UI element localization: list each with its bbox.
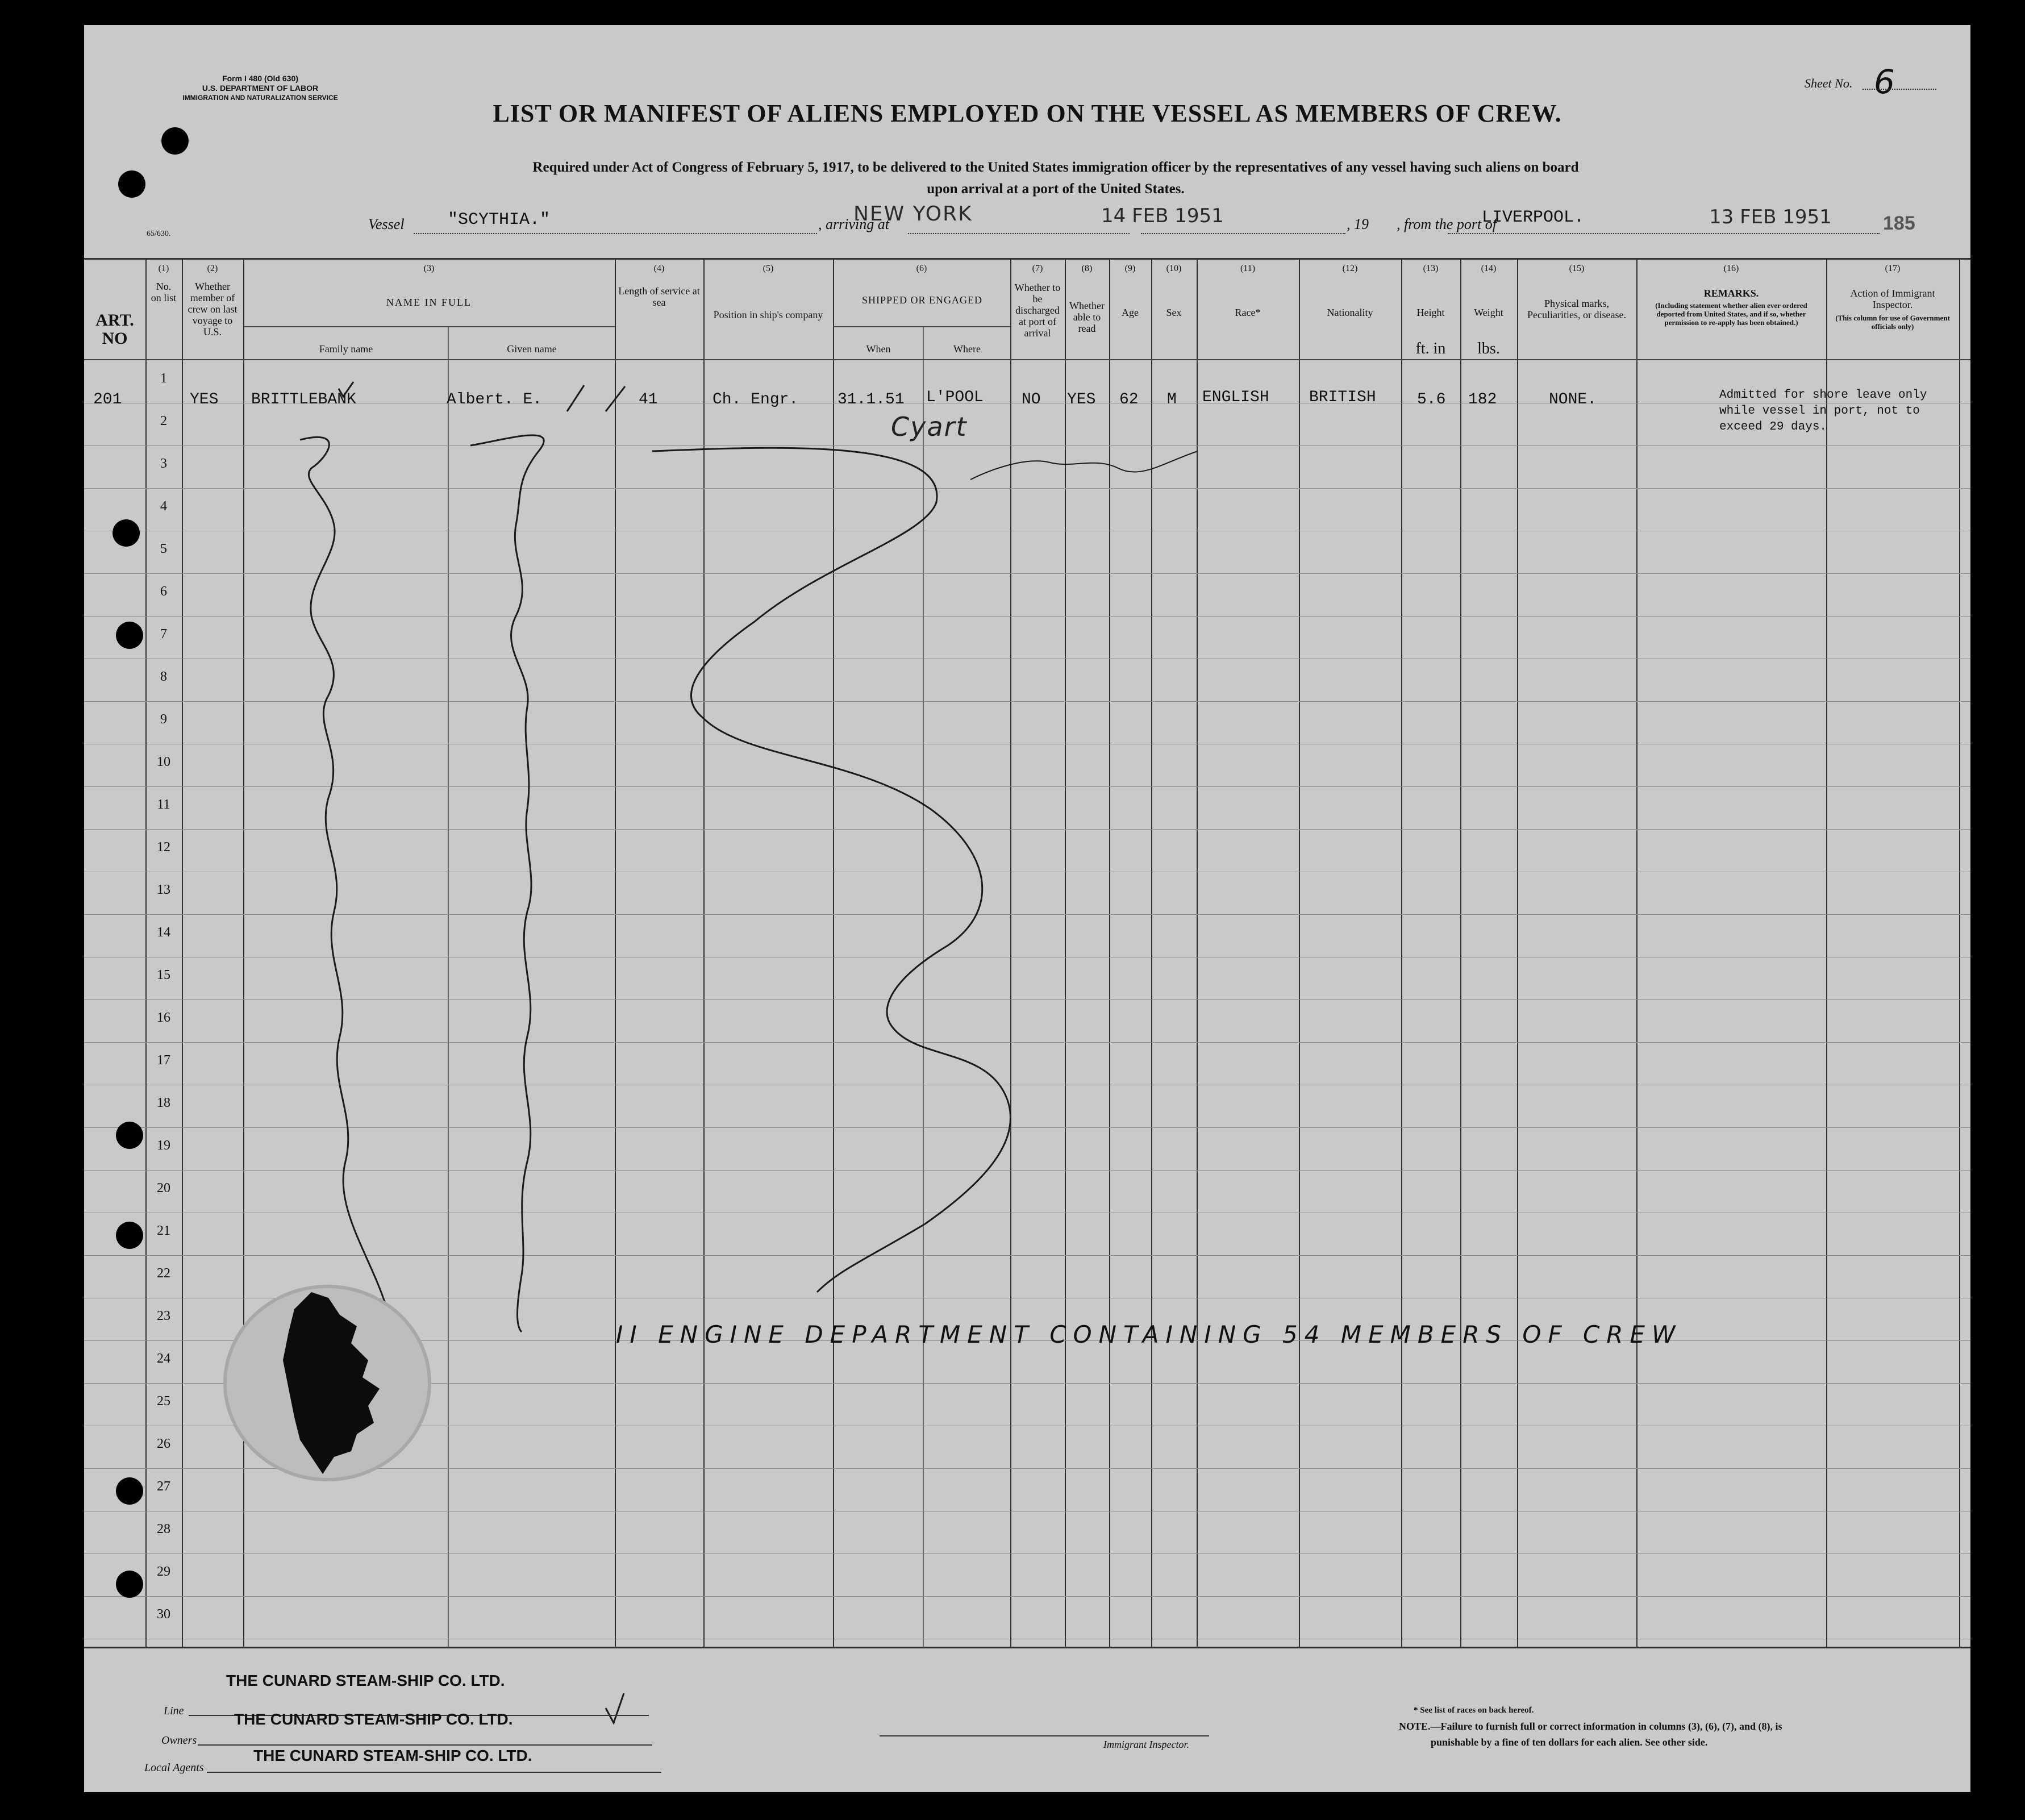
header-name-in-full: NAME IN FULL: [386, 297, 472, 308]
ditto-position: [652, 448, 1011, 1292]
check-mark-family: [339, 382, 353, 397]
header-art-no: ART. NO: [95, 311, 134, 348]
col-num: (6): [916, 264, 927, 273]
row-number: 18: [157, 1096, 170, 1110]
age-value: 62: [1119, 391, 1139, 409]
departure-date-stamp: 13 FEB 1951: [1709, 206, 1832, 228]
row-number: 27: [157, 1479, 170, 1494]
check-mark-service: [606, 386, 625, 411]
header-height-unit: ft. in: [1415, 340, 1446, 357]
row-number: 7: [160, 627, 167, 642]
col-num: (15): [1569, 264, 1585, 273]
punch-hole: [116, 1477, 143, 1505]
punch-hole: [116, 1222, 143, 1249]
header-weight-unit: lbs.: [1477, 340, 1500, 357]
header-nationality: Nationality: [1327, 307, 1373, 318]
punch-hole: [161, 127, 189, 155]
company-name-top: THE CUNARD STEAM-SHIP CO. LTD.: [226, 1672, 505, 1689]
col-num: (5): [763, 264, 774, 273]
header-given-name: Given name: [507, 343, 557, 355]
from-port-label: , from the port of: [1397, 216, 1497, 232]
remarks-line-1: Admitted for shore leave only: [1719, 389, 1927, 402]
row-number: 3: [160, 456, 167, 471]
col-num: (3): [423, 264, 435, 273]
row-number: 20: [157, 1181, 170, 1196]
row-number: 9: [160, 712, 167, 727]
line-label: Line: [164, 1705, 184, 1717]
row-number: 13: [157, 882, 170, 897]
arriving-label: , arriving at: [818, 216, 889, 232]
row-number: 29: [157, 1564, 170, 1579]
col-num: (14): [1481, 264, 1497, 273]
row-number: 4: [160, 499, 167, 514]
row-number: 10: [157, 755, 170, 769]
header-length-of-service: Length of service at sea: [618, 285, 700, 308]
header-inspector-action: Action of Immigrant Inspector.: [1850, 288, 1935, 310]
inspector-signature-line: [880, 1735, 1209, 1736]
col-num: (8): [1081, 264, 1093, 273]
penalty-note-1: NOTE.—Failure to furnish full or correct information in columns (3), (6), (7), and (8), is: [1399, 1721, 1782, 1732]
row-number: 8: [160, 669, 167, 684]
row-number: 16: [157, 1010, 170, 1025]
nationality-value: BRITISH: [1309, 389, 1376, 406]
departure-port: LIVERPOOL.: [1482, 208, 1585, 227]
row-number: 11: [157, 797, 170, 812]
punch-hole: [116, 1122, 143, 1149]
header-discharged: Whether to be discharged at port of arrival: [1014, 282, 1061, 339]
row-number: 25: [157, 1394, 170, 1409]
col-num: (13): [1423, 264, 1439, 273]
art-number: 201: [93, 391, 122, 409]
local-agents-underline: [207, 1772, 661, 1773]
form-code: 65/630.: [147, 230, 171, 238]
position-value: Ch. Engr.: [713, 391, 799, 409]
row-number: 6: [160, 584, 167, 599]
inspector-label: Immigrant Inspector.: [1103, 1739, 1189, 1750]
col-num: (1): [158, 264, 169, 273]
vessel-label: Vessel: [368, 216, 405, 232]
form-number: Form I 480 (Old 630): [222, 74, 298, 83]
discharged-value: NO: [1022, 391, 1041, 409]
family-name-value: BRITTLEBANK: [251, 391, 356, 409]
inspector-signature-stroke: [970, 451, 1198, 480]
sex-value: M: [1167, 391, 1177, 409]
header-shipped-or-engaged: SHIPPED OR ENGAGED: [861, 294, 982, 306]
remarks-line-2: while vessel in port, not to: [1719, 405, 1920, 418]
row-number: 24: [157, 1351, 170, 1366]
header-able-to-read: Whether able to read: [1069, 300, 1105, 334]
remarks-line-3: exceed 29 days.: [1719, 420, 1827, 434]
col-num: (17): [1885, 264, 1901, 273]
punch-hole: [113, 519, 140, 547]
row-number: 5: [160, 542, 167, 556]
subtitle-line-2: upon arrival at a port of the United States.: [927, 181, 1185, 197]
header-no-on-list: No. on list: [151, 281, 177, 303]
row-number: 30: [157, 1607, 170, 1622]
row-number: 26: [157, 1436, 170, 1451]
header-age: Age: [1122, 307, 1139, 318]
header-remarks: REMARKS.: [1703, 288, 1759, 299]
header-height: Height: [1416, 307, 1445, 318]
line-company: THE CUNARD STEAM-SHIP CO. LTD.: [234, 1710, 513, 1728]
col-num: (16): [1723, 264, 1739, 273]
form-title: LIST OR MANIFEST OF ALIENS EMPLOYED ON THE VESSEL AS MEMBERS OF CREW.: [493, 99, 1562, 127]
page-stamp: 185: [1883, 213, 1915, 234]
row-number: 22: [157, 1266, 170, 1281]
header-physical-marks: Physical marks, Peculiarities, or disease.: [1527, 298, 1626, 320]
col-num: (7): [1032, 264, 1043, 273]
footer-check-mark: [606, 1693, 624, 1723]
row-number: 23: [157, 1309, 170, 1323]
header-sex: Sex: [1166, 307, 1182, 318]
service-value: 41: [639, 391, 658, 409]
row-number: 12: [157, 840, 170, 855]
row-number: 1: [160, 371, 167, 386]
check-mark-given: [567, 385, 584, 411]
header-where: Where: [953, 343, 981, 355]
col-num: (10): [1166, 264, 1182, 273]
ditto-family-name: [300, 437, 410, 1343]
department-name: U.S. DEPARTMENT OF LABOR: [202, 84, 319, 93]
row-number: 2: [160, 414, 167, 428]
subtitle-line-1: Required under Act of Congress of February 5, 1917, to be delivered to the United States immigration officer by the representatives of any vessel having such aliens on board: [532, 160, 1579, 175]
seal-stamp: [225, 1286, 430, 1480]
handwritten-marks: [84, 25, 1970, 1792]
header-last-voyage: Whether member of crew on last voyage to U.S.: [188, 281, 238, 338]
col-num: (2): [207, 264, 218, 273]
col-num: (12): [1342, 264, 1358, 273]
inspector-signature: Cyart: [891, 411, 968, 442]
shipped-where-value: L'POOL: [926, 389, 984, 406]
service-name: IMMIGRATION AND NATURALIZATION SERVICE: [182, 94, 338, 102]
physical-marks-value: NONE.: [1549, 391, 1597, 409]
shipped-when-value: 31.1.51: [838, 391, 905, 409]
row-number: 19: [157, 1138, 170, 1153]
header-inspector-note: (This column for use of Government officials only): [1835, 314, 1950, 331]
col-num: (9): [1124, 264, 1136, 273]
header-position: Position in ship's company: [713, 309, 823, 320]
row-number: 21: [157, 1223, 170, 1238]
punch-hole: [116, 1571, 143, 1598]
header-when: When: [866, 343, 891, 355]
sheet-number: 6: [1874, 63, 1895, 101]
header-race: Race*: [1235, 307, 1261, 318]
year-label: , 19: [1347, 216, 1369, 232]
ditto-given-name: [470, 435, 544, 1332]
able-to-read-value: YES: [1067, 391, 1096, 409]
height-value: 5.6: [1417, 391, 1446, 409]
manifest-sheet: [84, 25, 1970, 1792]
col-num: (11): [1240, 264, 1256, 273]
owners-underline: [198, 1744, 652, 1746]
last-voyage-value: YES: [190, 391, 219, 409]
department-summary: II ENGINE DEPARTMENT CONTAINING 54 MEMBERS OF CREW: [616, 1321, 1682, 1348]
penalty-note-2: punishable by a fine of ten dollars for each alien. See other side.: [1431, 1736, 1708, 1748]
header-weight: Weight: [1474, 307, 1503, 318]
race-value: ENGLISH: [1202, 389, 1269, 406]
punch-hole: [116, 622, 143, 649]
row-number: 28: [157, 1522, 170, 1536]
header-remarks-note: (Including statement whether alien ever ordered deported from United States, and if so, whether permission to re-apply has been obtained.): [1655, 301, 1807, 327]
header-family-name: Family name: [319, 343, 373, 355]
owners-label: Owners: [161, 1734, 197, 1747]
vessel-name: "SCYTHIA.": [448, 210, 551, 230]
arrival-date-stamp: 14 FEB 1951: [1101, 205, 1224, 227]
weight-value: 182: [1468, 391, 1497, 409]
punch-hole: [118, 170, 145, 198]
row-number: 15: [157, 968, 170, 982]
row-number: 14: [157, 925, 170, 940]
races-note: * See list of races on back hereof.: [1414, 1706, 1534, 1715]
given-name-value: Albert. E.: [447, 391, 543, 409]
arrival-port-stamp: NEW YORK: [853, 202, 973, 226]
sheet-label: Sheet No.: [1805, 76, 1853, 90]
col-num: (4): [653, 264, 665, 273]
local-agents-label: Local Agents: [144, 1761, 204, 1774]
row-number: 17: [157, 1053, 170, 1068]
local-agents-company: THE CUNARD STEAM-SHIP CO. LTD.: [253, 1747, 532, 1764]
